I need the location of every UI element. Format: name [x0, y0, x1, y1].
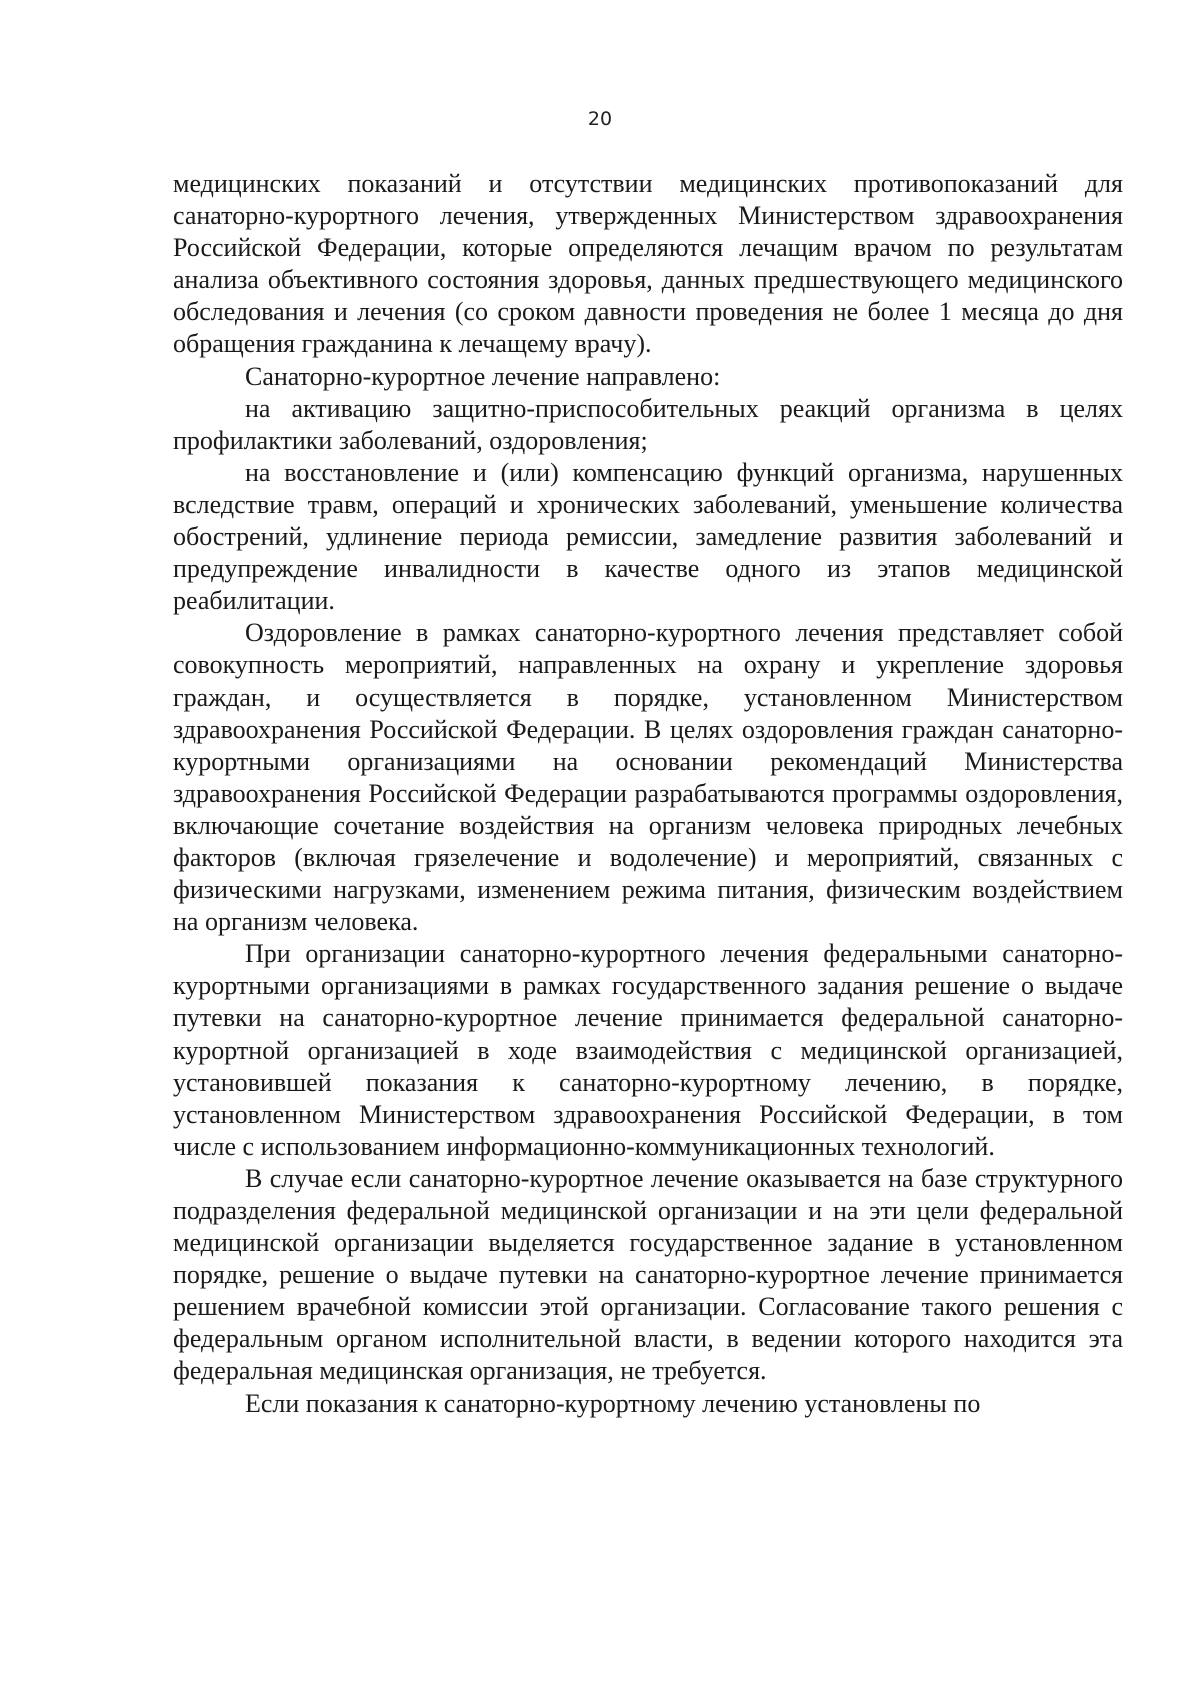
paragraph-list-item: на восстановление и (или) компенсацию функций организма, нарушенных вследствие травм, операций и хронических заболеваний, уменьшение количества обострений, удлинение периода ремиссии, замедление развития заболеваний и предупреждение инвалидности в качестве одного из этапов медицинской реабилитации.: [173, 457, 1123, 616]
page-number: 20: [587, 108, 613, 130]
paragraph: При организации санаторно-курортного лечения федеральными санаторно-курортными организациями в рамках государственного задания решение о выдаче путевки на санаторно-курортное лечение принимается федеральной санаторно-курортной организацией в ходе взаимодействия с медицинской организацией, установившей показания к санаторно-курортному лечению, в порядке, установленном Министерством здравоохранения Российской Федерации, в том числе с использованием информационно-коммуникационных технологий.: [173, 939, 1123, 1161]
document-body: [173, 168, 1123, 1420]
paragraph: В случае если санаторно-курортное лечение оказывается на базе структурного подразделения федеральной медицинской организации и на эти цели федеральной медицинской организации выделяется государственное задание в установленном порядке, решение о выдаче путевки на санаторно-курортное лечение принимается решением врачебной комиссии этой организации. Согласование такого решения с федеральным органом исполнительной власти, в ведении которого находится эта федеральная медицинская организация, не требуется.: [173, 1163, 1123, 1386]
paragraph-list-item: на активацию защитно-приспособительных реакций организма в целях профилактики заболеваний, оздоровления;: [173, 393, 1123, 455]
paragraph: Оздоровление в рамках санаторно-курортного лечения представляет собой совокупность мероприятий, направленных на охрану и укрепление здоровья граждан, и осуществляется в порядке, установленном Министерством здравоохранения Российской Федерации. В целях оздоровления граждан санаторно-курортными организациями на основании рекомендаций Министерства здравоохранения Российской Федерации разрабатываются программы оздоровления, включающие сочетание воздействия на организм человека природных лечебных факторов (включая грязелечение и водолечение) и мероприятий, связанных с физическими нагрузками, изменением режима питания, физическим воздействием на организм человека.: [173, 618, 1123, 937]
paragraph: Если показания к санаторно-курортному лечению установлены по: [245, 1388, 981, 1418]
paragraph-continuation: медицинских показаний и отсутствии медицинских противопоказаний для санаторно-курортного лечения, утвержденных Министерством здравоохранения Российской Федерации, которые определяются лечащим врачом по результатам анализа объективного состояния здоровья, данных предшествующего медицинского обследования и лечения (со сроком давности проведения не более 1 месяца до дня обращения гражданина к лечащему врачу).: [173, 169, 1123, 359]
paragraph-intro: Санаторно-курортное лечение направлено:: [245, 361, 721, 391]
